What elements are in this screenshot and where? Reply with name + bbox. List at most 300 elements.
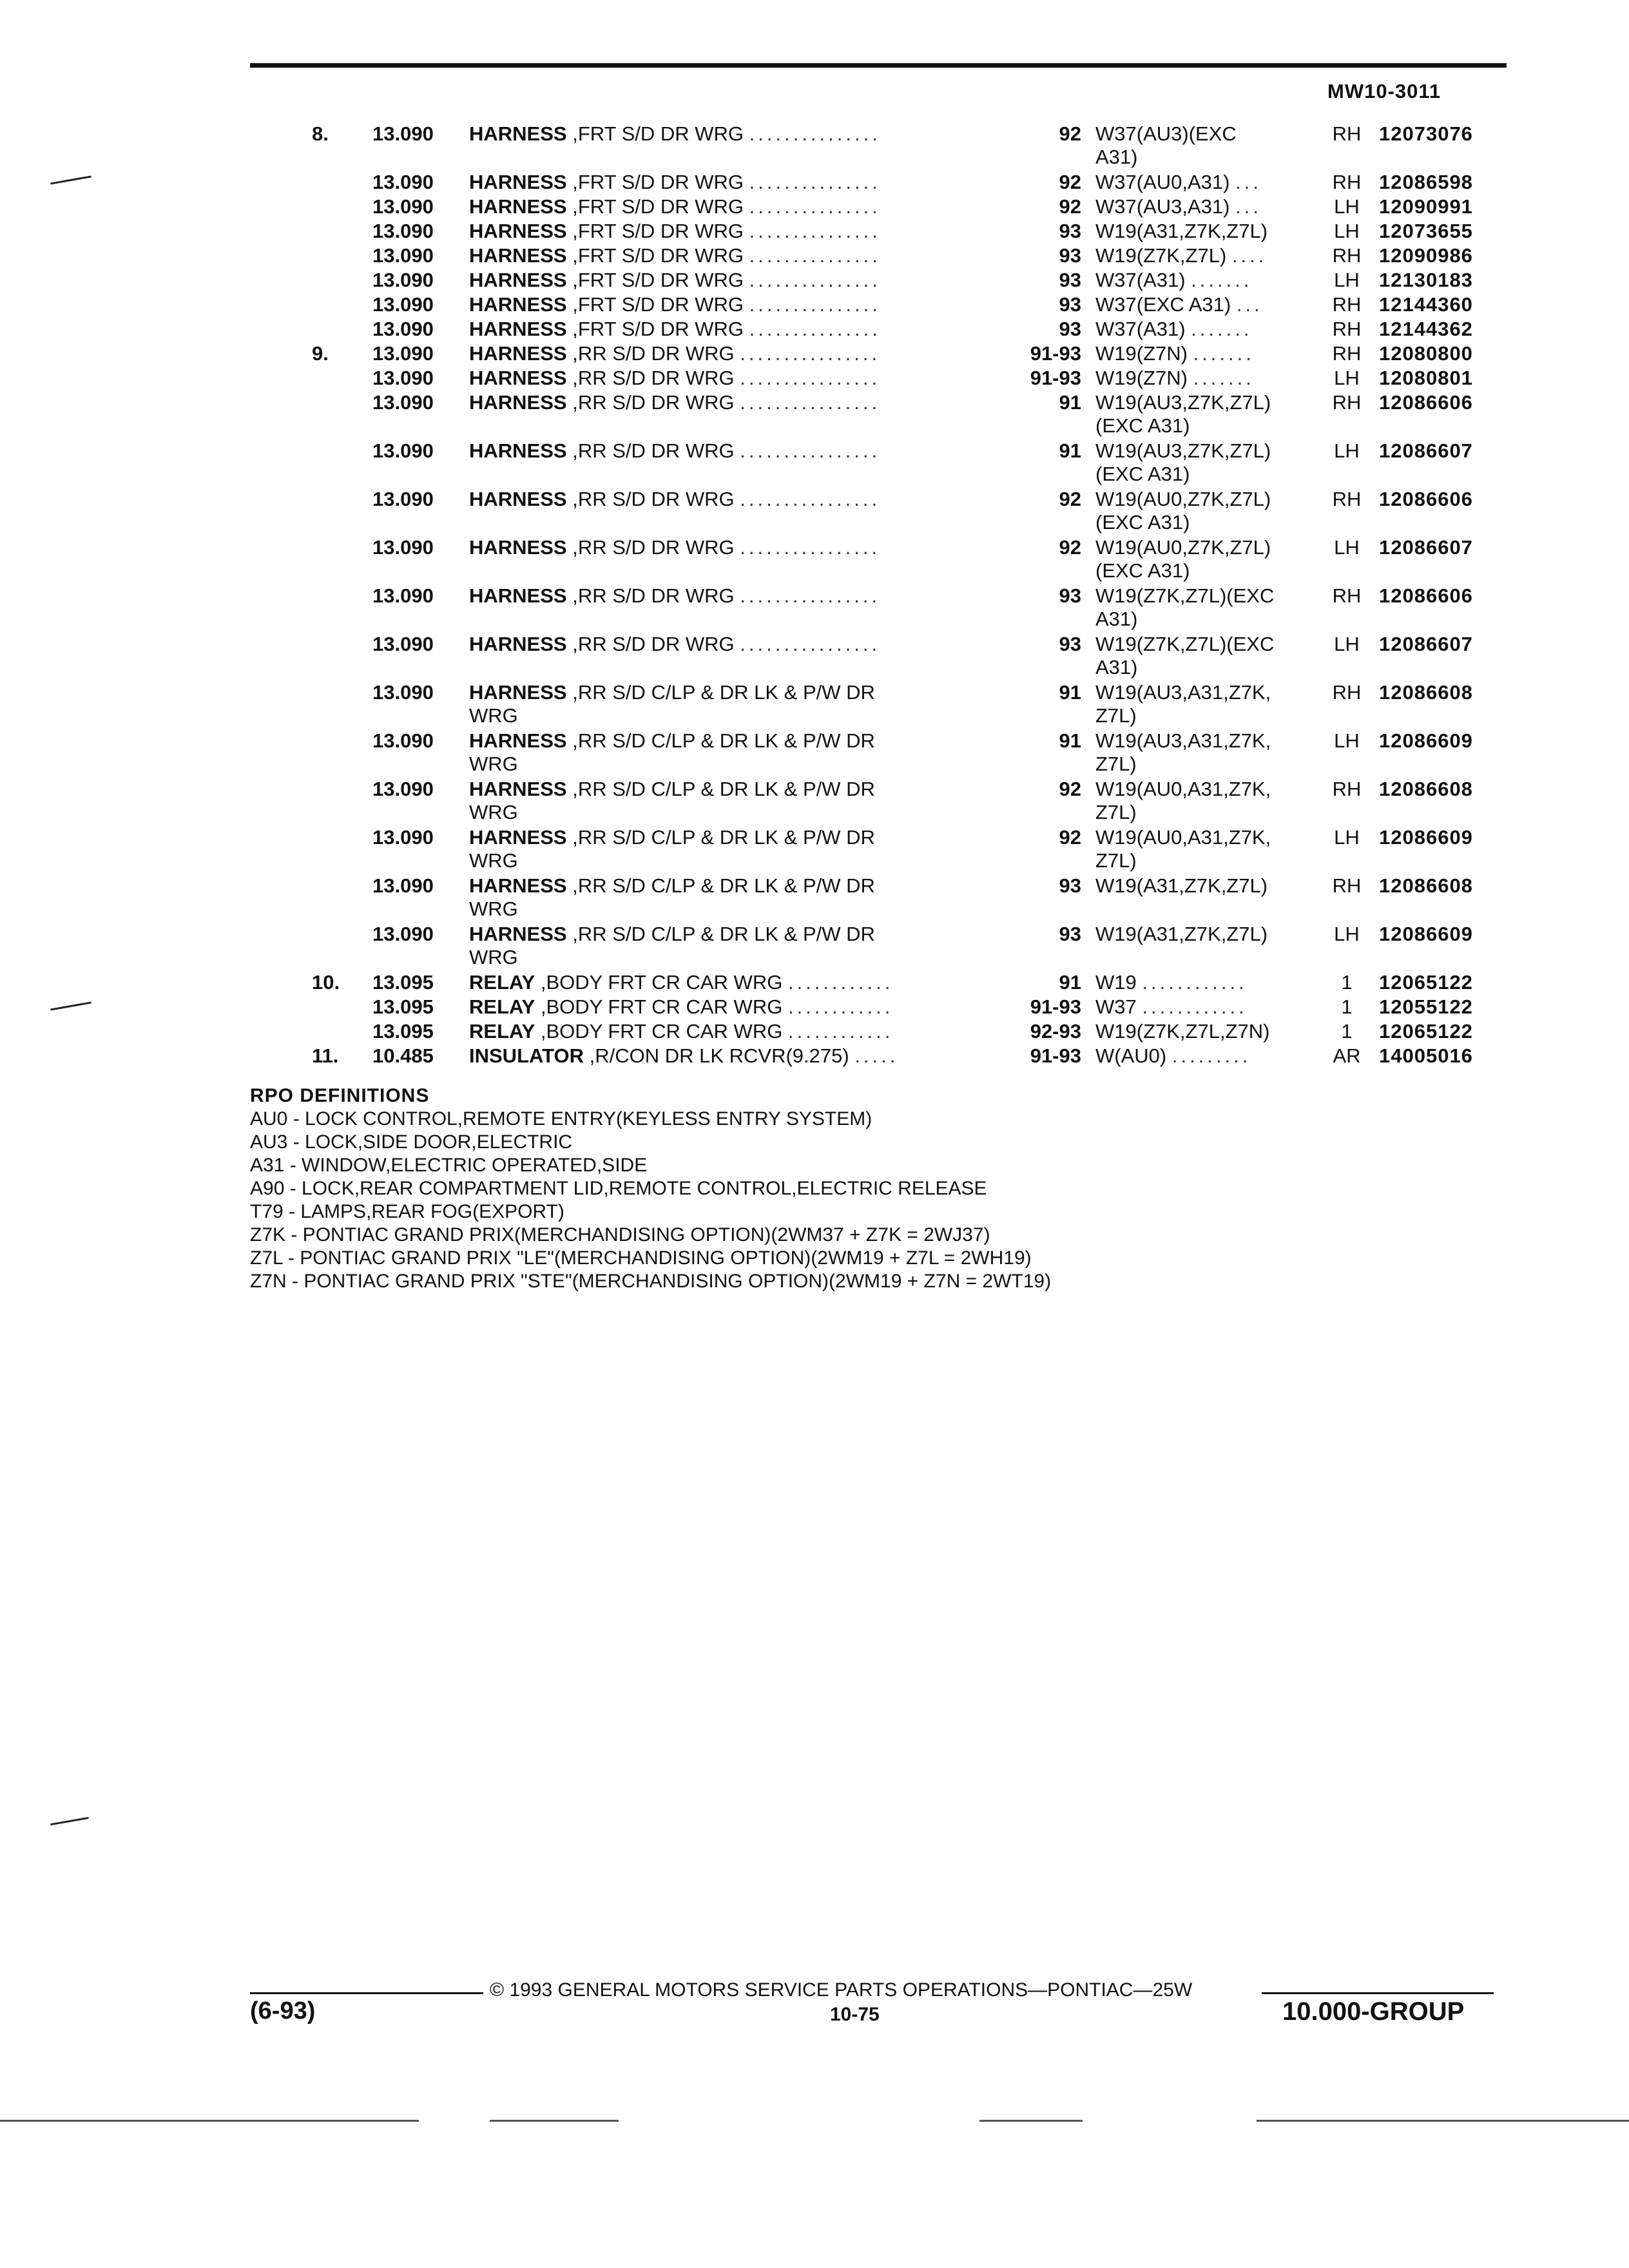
usage-dots: ....... bbox=[1191, 318, 1253, 340]
part-description bbox=[469, 778, 965, 824]
table-row bbox=[0, 342, 1629, 367]
part-number: 12055122 bbox=[1379, 995, 1473, 1018]
usage bbox=[1095, 633, 1315, 679]
model-year: 93 bbox=[1059, 584, 1081, 607]
side-qty: RH bbox=[1332, 391, 1362, 414]
part-desc-text: ,RR S/D DR WRG bbox=[566, 439, 735, 462]
group-code: 13.090 bbox=[372, 342, 434, 365]
usage-text: W37(AU3)(EXC bbox=[1095, 122, 1237, 145]
group-code: 13.095 bbox=[372, 971, 434, 994]
usage bbox=[1095, 269, 1315, 292]
group-code: 13.095 bbox=[372, 1020, 434, 1043]
part-desc-text: ,RR S/D C/LP & DR LK & P/W DR bbox=[566, 681, 875, 704]
part-number: 12086598 bbox=[1379, 171, 1473, 193]
side-qty: RH bbox=[1332, 874, 1362, 897]
part-noun: HARNESS bbox=[469, 729, 567, 752]
footer-rule-left bbox=[250, 1992, 483, 1994]
bottom-rule bbox=[0, 2120, 419, 2122]
usage-text: W19 bbox=[1095, 971, 1137, 994]
usage-text: W19(Z7K,Z7L) bbox=[1095, 244, 1227, 267]
part-desc-text: ,RR S/D DR WRG bbox=[566, 488, 735, 510]
model-year: 92 bbox=[1059, 122, 1081, 145]
usage-text: W19(A31,Z7K,Z7L) bbox=[1095, 220, 1268, 242]
usage-cont: A31) bbox=[1095, 146, 1138, 168]
group-label: 10.000-GROUP bbox=[1282, 1997, 1465, 2026]
item-number: 8. bbox=[312, 122, 329, 145]
part-noun: HARNESS bbox=[469, 874, 567, 897]
usage-cont: (EXC A31) bbox=[1095, 463, 1190, 485]
side-qty: LH bbox=[1334, 826, 1360, 849]
part-description bbox=[469, 1020, 965, 1043]
leader-dots: ............... bbox=[749, 171, 881, 193]
model-year: 91 bbox=[1059, 439, 1081, 462]
part-number: 12144360 bbox=[1379, 293, 1473, 316]
part-noun: HARNESS bbox=[469, 923, 567, 945]
model-year: 93 bbox=[1059, 269, 1081, 291]
table-row bbox=[0, 729, 1629, 778]
rpo-list bbox=[250, 1108, 1051, 1293]
usage-text: W37 bbox=[1095, 995, 1137, 1018]
part-desc-text: ,FRT S/D DR WRG bbox=[566, 269, 744, 291]
group-code: 13.095 bbox=[372, 995, 434, 1018]
usage bbox=[1095, 826, 1315, 872]
part-number: 12086607 bbox=[1379, 536, 1473, 559]
model-year: 91-93 bbox=[1030, 342, 1081, 365]
table-row bbox=[0, 778, 1629, 826]
group-code: 10.485 bbox=[372, 1044, 434, 1067]
item-number: 9. bbox=[312, 342, 329, 365]
usage bbox=[1095, 439, 1315, 486]
usage bbox=[1095, 923, 1315, 946]
model-year: 91 bbox=[1059, 971, 1081, 994]
part-description bbox=[469, 488, 965, 511]
usage-text: W19(AU3,A31,Z7K, bbox=[1095, 729, 1271, 752]
group-code: 13.090 bbox=[372, 536, 434, 559]
part-desc-text: ,FRT S/D DR WRG bbox=[566, 122, 744, 145]
rpo-line: Z7K - PONTIAC GRAND PRIX(MERCHANDISING OPTION)(2WM37 + Z7K = 2WJ37) bbox=[250, 1224, 990, 1245]
side-qty: LH bbox=[1334, 220, 1360, 242]
part-noun: HARNESS bbox=[469, 681, 567, 704]
part-desc-cont: WRG bbox=[469, 704, 518, 727]
usage-cont: Z7L) bbox=[1095, 753, 1137, 775]
part-noun: HARNESS bbox=[469, 778, 567, 800]
part-number: 12073076 bbox=[1379, 122, 1473, 145]
usage bbox=[1095, 584, 1315, 631]
usage-dots: ............ bbox=[1142, 971, 1248, 994]
usage-dots: ......... bbox=[1171, 1044, 1251, 1067]
table-row bbox=[0, 439, 1629, 488]
usage-dots: ... bbox=[1235, 171, 1262, 193]
revision-date: (6-93) bbox=[250, 1997, 316, 2024]
part-noun: HARNESS bbox=[469, 195, 567, 218]
usage-dots: ....... bbox=[1193, 367, 1255, 389]
part-desc-text: ,FRT S/D DR WRG bbox=[566, 244, 744, 267]
usage-cont: (EXC A31) bbox=[1095, 414, 1190, 437]
part-noun: HARNESS bbox=[469, 439, 567, 462]
usage bbox=[1095, 367, 1315, 390]
side-qty: RH bbox=[1332, 778, 1362, 800]
table-row bbox=[0, 195, 1629, 220]
usage-text: W37(AU3,A31) bbox=[1095, 195, 1230, 218]
table-row bbox=[0, 995, 1629, 1020]
model-year: 93 bbox=[1059, 318, 1081, 340]
table-row bbox=[0, 923, 1629, 971]
part-description bbox=[469, 439, 965, 463]
footer-rule-right bbox=[1262, 1992, 1494, 1994]
part-desc-text: ,RR S/D C/LP & DR LK & P/W DR bbox=[566, 874, 875, 897]
part-number: 12090986 bbox=[1379, 244, 1473, 267]
part-desc-cont: WRG bbox=[469, 801, 518, 823]
part-description bbox=[469, 342, 965, 365]
footer-copyright: © 1993 GENERAL MOTORS SERVICE PARTS OPERATIONS—PONTIAC—25W bbox=[490, 1979, 1193, 2001]
table-row bbox=[0, 681, 1629, 729]
usage-text: W19(AU0,Z7K,Z7L) bbox=[1095, 536, 1271, 559]
leader-dots: ............... bbox=[749, 244, 881, 267]
model-year: 93 bbox=[1059, 633, 1081, 655]
part-number: 12086607 bbox=[1379, 439, 1473, 462]
part-desc-text: ,FRT S/D DR WRG bbox=[566, 318, 744, 340]
part-noun: RELAY bbox=[469, 1020, 535, 1043]
side-qty: RH bbox=[1332, 488, 1362, 510]
part-number: 12086609 bbox=[1379, 826, 1473, 849]
part-noun: HARNESS bbox=[469, 633, 567, 655]
usage bbox=[1095, 391, 1315, 437]
scan-mark bbox=[50, 1817, 89, 1825]
group-code: 13.090 bbox=[372, 923, 434, 945]
leader-dots: ................ bbox=[740, 342, 881, 365]
part-description bbox=[469, 536, 965, 559]
usage-dots: ... bbox=[1236, 293, 1263, 316]
usage-cont: (EXC A31) bbox=[1095, 511, 1190, 533]
usage bbox=[1095, 681, 1315, 727]
part-noun: HARNESS bbox=[469, 536, 567, 559]
part-number: 12086609 bbox=[1379, 729, 1473, 752]
usage-text: W(AU0) bbox=[1095, 1044, 1167, 1067]
part-number: 12086608 bbox=[1379, 874, 1473, 897]
group-code: 13.090 bbox=[372, 826, 434, 849]
part-noun: HARNESS bbox=[469, 220, 567, 242]
part-desc-text: ,FRT S/D DR WRG bbox=[566, 220, 744, 242]
usage bbox=[1095, 536, 1315, 582]
part-description bbox=[469, 391, 965, 414]
model-year: 92-93 bbox=[1030, 1020, 1081, 1043]
usage-dots: ... bbox=[1235, 195, 1262, 218]
part-number: 12065122 bbox=[1379, 971, 1473, 994]
rpo-line: Z7N - PONTIAC GRAND PRIX "STE"(MERCHANDISING OPTION)(2WM19 + Z7N = 2WT19) bbox=[250, 1271, 1052, 1292]
model-year: 91-93 bbox=[1030, 1044, 1081, 1067]
leader-dots: ................ bbox=[740, 536, 881, 559]
group-code: 13.090 bbox=[372, 778, 434, 800]
part-description bbox=[469, 681, 965, 727]
usage bbox=[1095, 971, 1315, 994]
part-noun: HARNESS bbox=[469, 269, 567, 291]
part-noun: RELAY bbox=[469, 995, 535, 1018]
part-desc-text: ,FRT S/D DR WRG bbox=[566, 171, 744, 193]
part-description bbox=[469, 633, 965, 656]
rpo-definitions bbox=[250, 1084, 1051, 1293]
rpo-line: A31 - WINDOW,ELECTRIC OPERATED,SIDE bbox=[250, 1155, 648, 1176]
part-description bbox=[469, 171, 965, 194]
side-qty: LH bbox=[1334, 269, 1360, 291]
part-noun: HARNESS bbox=[469, 584, 567, 607]
model-year: 93 bbox=[1059, 923, 1081, 945]
model-year: 91 bbox=[1059, 729, 1081, 752]
table-row bbox=[0, 584, 1629, 633]
item-number: 10. bbox=[312, 971, 340, 994]
group-code: 13.090 bbox=[372, 293, 434, 316]
usage-cont: (EXC A31) bbox=[1095, 559, 1190, 582]
model-year: 92 bbox=[1059, 536, 1081, 559]
side-qty: AR bbox=[1333, 1044, 1361, 1067]
part-description bbox=[469, 269, 965, 292]
usage-dots: ....... bbox=[1191, 269, 1253, 291]
model-year: 91 bbox=[1059, 681, 1081, 704]
leader-dots: ............ bbox=[787, 1020, 894, 1043]
rpo-line: A90 - LOCK,REAR COMPARTMENT LID,REMOTE CONTROL,ELECTRIC RELEASE bbox=[250, 1178, 987, 1199]
part-description bbox=[469, 729, 965, 776]
usage-text: W19(AU3,A31,Z7K, bbox=[1095, 681, 1271, 704]
part-description bbox=[469, 923, 965, 969]
part-number: 12144362 bbox=[1379, 318, 1473, 340]
leader-dots: ............... bbox=[749, 220, 881, 242]
leader-dots: ............... bbox=[749, 122, 881, 145]
side-qty: RH bbox=[1332, 584, 1362, 607]
group-code: 13.090 bbox=[372, 220, 434, 242]
part-desc-cont: WRG bbox=[469, 898, 518, 920]
part-number: 12086607 bbox=[1379, 633, 1473, 655]
part-noun: HARNESS bbox=[469, 826, 567, 849]
side-qty: 1 bbox=[1341, 995, 1353, 1018]
usage-text: W37(A31) bbox=[1095, 318, 1186, 340]
model-year: 93 bbox=[1059, 874, 1081, 897]
model-year: 93 bbox=[1059, 220, 1081, 242]
model-year: 91-93 bbox=[1030, 995, 1081, 1018]
usage bbox=[1095, 171, 1315, 194]
part-noun: HARNESS bbox=[469, 293, 567, 316]
rpo-line: AU3 - LOCK,SIDE DOOR,ELECTRIC bbox=[250, 1131, 573, 1153]
table-row bbox=[0, 971, 1629, 995]
group-code: 13.090 bbox=[372, 488, 434, 510]
usage bbox=[1095, 342, 1315, 365]
leader-dots: ............... bbox=[749, 195, 881, 218]
side-qty: RH bbox=[1332, 318, 1362, 340]
part-description bbox=[469, 318, 965, 341]
usage bbox=[1095, 244, 1315, 267]
group-code: 13.090 bbox=[372, 171, 434, 193]
part-noun: HARNESS bbox=[469, 122, 567, 145]
part-desc-cont: WRG bbox=[469, 946, 518, 968]
part-noun: HARNESS bbox=[469, 391, 567, 414]
part-description bbox=[469, 1044, 965, 1068]
side-qty: LH bbox=[1334, 536, 1360, 559]
usage-text: W19(Z7K,Z7L,Z7N) bbox=[1095, 1020, 1270, 1043]
part-number: 12086608 bbox=[1379, 778, 1473, 800]
part-desc-text: ,RR S/D DR WRG bbox=[566, 342, 735, 365]
side-qty: LH bbox=[1334, 195, 1360, 218]
usage bbox=[1095, 778, 1315, 824]
rpo-line: AU0 - LOCK CONTROL,REMOTE ENTRY(KEYLESS ENTRY SYSTEM) bbox=[250, 1108, 872, 1129]
usage-cont: Z7L) bbox=[1095, 849, 1137, 872]
part-description bbox=[469, 122, 965, 146]
part-desc-text: ,FRT S/D DR WRG bbox=[566, 195, 744, 218]
usage bbox=[1095, 195, 1315, 218]
part-noun: HARNESS bbox=[469, 244, 567, 267]
leader-dots: ............ bbox=[787, 995, 894, 1018]
leader-dots: ................ bbox=[740, 367, 881, 389]
group-code: 13.090 bbox=[372, 195, 434, 218]
table-row bbox=[0, 244, 1629, 269]
model-year: 92 bbox=[1059, 488, 1081, 510]
model-year: 91 bbox=[1059, 391, 1081, 414]
leader-dots: ............... bbox=[749, 269, 881, 291]
model-year: 93 bbox=[1059, 293, 1081, 316]
part-desc-cont: WRG bbox=[469, 753, 518, 775]
leader-dots: ................ bbox=[740, 488, 881, 510]
usage-text: W19(Z7N) bbox=[1095, 342, 1188, 365]
usage-text: W37(AU0,A31) bbox=[1095, 171, 1230, 193]
model-year: 93 bbox=[1059, 244, 1081, 267]
part-noun: INSULATOR bbox=[469, 1044, 584, 1067]
part-description bbox=[469, 874, 965, 921]
side-qty: LH bbox=[1334, 633, 1360, 655]
part-number: 12080801 bbox=[1379, 367, 1473, 389]
rpo-title: RPO DEFINITIONS bbox=[250, 1085, 430, 1106]
group-code: 13.090 bbox=[372, 681, 434, 704]
table-row bbox=[0, 171, 1629, 195]
usage-text: W19(AU0,Z7K,Z7L) bbox=[1095, 488, 1271, 510]
usage-dots: ....... bbox=[1193, 342, 1255, 365]
usage-text: W19(AU3,Z7K,Z7L) bbox=[1095, 391, 1271, 414]
table-row bbox=[0, 269, 1629, 293]
item-number: 11. bbox=[312, 1044, 339, 1067]
table-row bbox=[0, 1020, 1629, 1044]
part-noun: RELAY bbox=[469, 971, 535, 994]
part-desc-text: ,FRT S/D DR WRG bbox=[566, 293, 744, 316]
part-number: 12086609 bbox=[1379, 923, 1473, 945]
table-row bbox=[0, 488, 1629, 536]
part-desc-text: ,RR S/D C/LP & DR LK & P/W DR bbox=[566, 923, 875, 945]
rpo-line: Z7L - PONTIAC GRAND PRIX "LE"(MERCHANDISING OPTION)(2WM19 + Z7L = 2WH19) bbox=[250, 1247, 1032, 1269]
group-code: 13.090 bbox=[372, 122, 434, 145]
part-number: 12086606 bbox=[1379, 584, 1473, 607]
table-row bbox=[0, 122, 1629, 171]
usage-text: W19(AU0,A31,Z7K, bbox=[1095, 826, 1271, 849]
usage-cont: Z7L) bbox=[1095, 801, 1137, 823]
usage-text: W37(EXC A31) bbox=[1095, 293, 1231, 316]
part-noun: HARNESS bbox=[469, 367, 567, 389]
group-code: 13.090 bbox=[372, 584, 434, 607]
group-code: 13.090 bbox=[372, 318, 434, 340]
usage bbox=[1095, 220, 1315, 243]
table-row bbox=[0, 536, 1629, 584]
leader-dots: ............ bbox=[787, 971, 894, 994]
group-code: 13.090 bbox=[372, 391, 434, 414]
header-rule bbox=[250, 63, 1507, 68]
model-year: 92 bbox=[1059, 195, 1081, 218]
part-description bbox=[469, 293, 965, 316]
group-code: 13.090 bbox=[372, 244, 434, 267]
document-code: MW10-3011 bbox=[1327, 80, 1441, 102]
table-row bbox=[0, 391, 1629, 439]
group-code: 13.090 bbox=[372, 874, 434, 897]
part-description bbox=[469, 244, 965, 267]
usage-text: W19(AU3,Z7K,Z7L) bbox=[1095, 439, 1271, 462]
part-desc-text: ,RR S/D C/LP & DR LK & P/W DR bbox=[566, 826, 875, 849]
leader-dots: ................ bbox=[740, 633, 881, 655]
model-year: 92 bbox=[1059, 826, 1081, 849]
part-noun: HARNESS bbox=[469, 171, 567, 193]
table-row bbox=[0, 826, 1629, 874]
part-number: 12086606 bbox=[1379, 391, 1473, 414]
side-qty: RH bbox=[1332, 122, 1362, 145]
part-description bbox=[469, 995, 965, 1019]
side-qty: RH bbox=[1332, 681, 1362, 704]
usage bbox=[1095, 874, 1315, 898]
parts-table bbox=[0, 122, 1629, 1069]
bottom-rule bbox=[490, 2120, 619, 2122]
part-desc-text: ,RR S/D C/LP & DR LK & P/W DR bbox=[566, 729, 875, 752]
part-number: 12130183 bbox=[1379, 269, 1473, 291]
model-year: 92 bbox=[1059, 171, 1081, 193]
side-qty: LH bbox=[1334, 439, 1360, 462]
part-description bbox=[469, 826, 965, 872]
side-qty: LH bbox=[1334, 729, 1360, 752]
table-row bbox=[0, 318, 1629, 342]
part-desc-text: ,RR S/D C/LP & DR LK & P/W DR bbox=[566, 778, 875, 800]
usage-text: W19(Z7K,Z7L)(EXC bbox=[1095, 633, 1275, 655]
group-code: 13.090 bbox=[372, 729, 434, 752]
part-description bbox=[469, 195, 965, 218]
usage bbox=[1095, 293, 1315, 316]
part-description bbox=[469, 367, 965, 390]
part-number: 12086606 bbox=[1379, 488, 1473, 510]
usage-cont: A31) bbox=[1095, 656, 1138, 678]
usage-dots: .... bbox=[1231, 244, 1268, 267]
usage bbox=[1095, 318, 1315, 341]
side-qty: 1 bbox=[1341, 1020, 1353, 1043]
part-description bbox=[469, 971, 965, 994]
usage bbox=[1095, 488, 1315, 534]
part-desc-text: ,RR S/D DR WRG bbox=[566, 633, 735, 655]
part-number: 12065122 bbox=[1379, 1020, 1473, 1043]
leader-dots: ................ bbox=[740, 439, 881, 462]
table-row bbox=[0, 874, 1629, 923]
part-desc-text: ,R/CON DR LK RCVR(9.275) bbox=[583, 1044, 849, 1067]
part-number: 12090991 bbox=[1379, 195, 1473, 218]
usage-text: W19(AU0,A31,Z7K, bbox=[1095, 778, 1271, 800]
part-description bbox=[469, 220, 965, 243]
usage bbox=[1095, 729, 1315, 776]
rpo-line: T79 - LAMPS,REAR FOG(EXPORT) bbox=[250, 1201, 564, 1222]
leader-dots: ................ bbox=[740, 584, 881, 607]
side-qty: RH bbox=[1332, 171, 1362, 193]
group-code: 13.090 bbox=[372, 269, 434, 291]
usage-text: W19(Z7N) bbox=[1095, 367, 1188, 389]
usage-cont: Z7L) bbox=[1095, 704, 1137, 727]
part-noun: HARNESS bbox=[469, 342, 567, 365]
part-noun: HARNESS bbox=[469, 488, 567, 510]
part-desc-text: ,BODY FRT CR CAR WRG bbox=[535, 995, 783, 1018]
side-qty: RH bbox=[1332, 244, 1362, 267]
table-row bbox=[0, 1044, 1629, 1069]
part-desc-text: ,BODY FRT CR CAR WRG bbox=[535, 1020, 783, 1043]
part-noun: HARNESS bbox=[469, 318, 567, 340]
part-number: 12080800 bbox=[1379, 342, 1473, 365]
part-desc-text: ,RR S/D DR WRG bbox=[566, 391, 735, 414]
part-desc-text: ,BODY FRT CR CAR WRG bbox=[535, 971, 783, 994]
usage-text: W37(A31) bbox=[1095, 269, 1186, 291]
side-qty: LH bbox=[1334, 923, 1360, 945]
